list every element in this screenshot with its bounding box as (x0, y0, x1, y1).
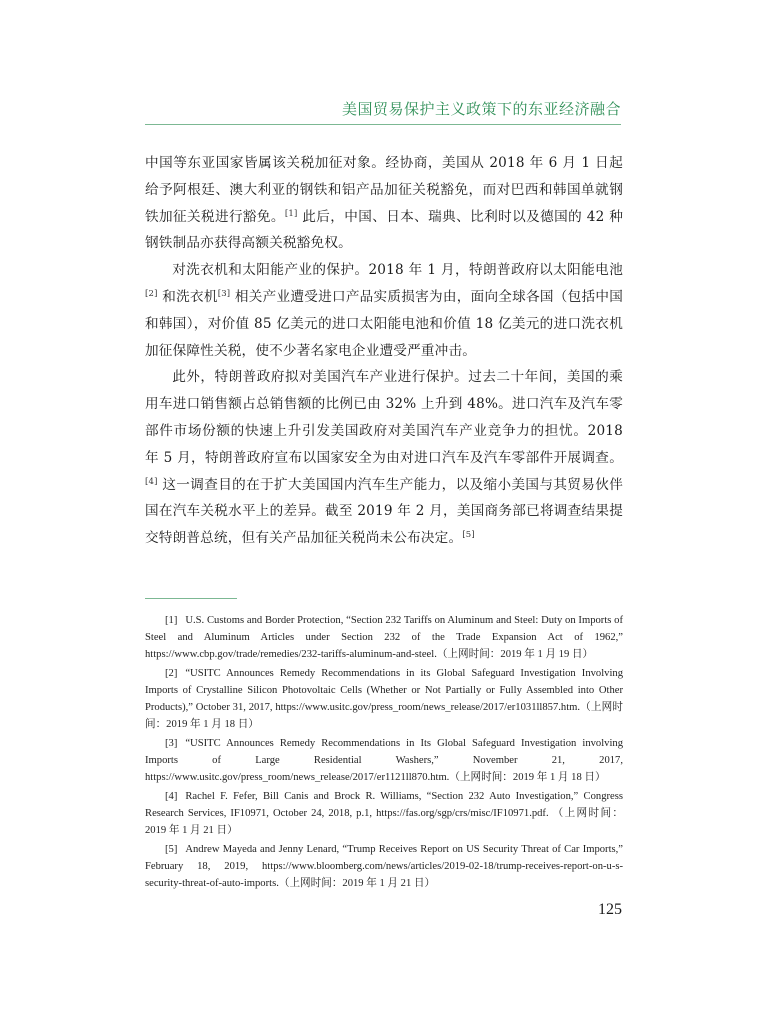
footnote-1-number: [1] (165, 615, 178, 626)
paragraph-3-text-b: 这一调查目的在于扩大美国国内汽车生产能力，以及缩小美国与其贸易伙伴国在汽车关税水平上的差异。截至 2019 年 2 月，美国商务部已将调查结果提交特朗普总统，但有关产品加征关税尚未公布决定。 (145, 476, 623, 547)
footnote-2-number: [2] (165, 668, 178, 679)
footnote-4 (145, 788, 623, 839)
footnote-ref-4[interactable]: [4] (145, 476, 158, 487)
footnote-divider (145, 598, 237, 599)
footnote-5 (145, 841, 623, 892)
main-body (145, 150, 623, 552)
footnotes-section (145, 612, 623, 894)
footnote-4-number: [4] (165, 791, 178, 802)
paragraph-2-text-c: 相关产业遭受进口产品实质损害为由，面向全球各国（包括中国和韩国），对价值 85 亿美元的进口太阳能电池和价值 18 亿美元的进口洗衣机加征保障性关税，使不少著名家电企业遭受严重冲击。 (145, 288, 623, 359)
paragraph-1-text-b: 此后，中国、日本、瑞典、比利时以及德国的 42 种钢铁制品亦获得高额关税豁免权。 (145, 208, 623, 252)
footnote-3 (145, 735, 623, 786)
paragraph-1-text-a: 中国等东亚国家皆属该关税加征对象。经协商，美国从 2018 年 6 月 1 日起给予阿根廷、澳大利亚的钢铁和铝产品加征关税豁免，而对巴西和韩国单就钢铁加征关税进行豁免。 (145, 155, 623, 225)
paragraph-2-text-b: 和洗衣机 (157, 288, 218, 305)
paragraph-1 (145, 150, 623, 257)
footnote-ref-1[interactable]: [1] (284, 208, 298, 219)
footnote-5-number: [5] (165, 844, 178, 855)
footnote-4-text: Rachel F. Fefer, Bill Canis and Brock R. Williams, “Section 232 Auto Investigation,” Congress Research Services, IF10971, October 24, 2018, p.1, https://fas.org/sgp/crs/misc/IF10971.pdf. （上网时间：2019 年 1 月 21 日） (145, 791, 623, 836)
paragraph-3 (145, 364, 623, 552)
paragraph-2-text-a: 对洗衣机和太阳能产业的保护。2018 年 1 月，特朗普政府以太阳能电池 (172, 262, 623, 279)
footnote-1 (145, 612, 623, 663)
footnote-2 (145, 665, 623, 733)
footnote-ref-2[interactable]: [2] (145, 288, 158, 299)
paragraph-2 (145, 257, 623, 364)
page-number: 125 (598, 901, 622, 918)
footnote-3-text: “USITC Announces Remedy Recommendations in Its Global Safeguard Investigation involving Imports of Large Residential Washers,” November 21, 2017, https://www.usitc.gov/press_room/news_release/2017/er1121ll870.htm.（上网时间：2019 年 1 月 18 日） (145, 738, 623, 783)
footnote-ref-5[interactable]: [5] (462, 530, 475, 541)
paragraph-3-text-a: 此外，特朗普政府拟对美国汽车产业进行保护。过去二十年间，美国的乘用车进口销售额占总销售额的比例已由 32% 上升到 48%。进口汽车及汽车零部件市场份额的快速上升引发美国政府对美国汽车产业竞争力的担忧。2018 年 5 月，特朗普政府宣布以国家安全为由对进口汽车及汽车零部件开展调查。 (145, 369, 623, 466)
footnote-5-text: Andrew Mayeda and Jenny Lenard, “Trump Receives Report on US Security Threat of Car Imports,” February 18, 2019, https://www.bloomberg.com/news/articles/2019-02-18/trump-receives-report-on-u-s-security-threat-of-auto-imports.（上网时间：2019 年 1 月 21 日） (145, 844, 623, 889)
footnote-ref-3[interactable]: [3] (217, 288, 231, 299)
header-divider (145, 124, 621, 125)
footnote-2-text: “USITC Announces Remedy Recommendations in its Global Safeguard Investigation Involving Imports of Crystalline Silicon Photovoltaic Cells (Whether or Not Partially or Fully Assembled into Other Products),” October 31, 2017, https://www.usitc.gov/press_room/news_release/2017/er1031ll857.htm.（上网时间：2019 年 1 月 18 日） (145, 668, 623, 730)
running-header-title: 美国贸易保护主义政策下的东亚经济融合 (341, 100, 621, 118)
footnote-1-text: U.S. Customs and Border Protection, “Section 232 Tariffs on Aluminum and Steel: Duty on Imports of Steel and Aluminum Articles under Section 232 of the Trade Expansion Act of 1962,” https://www.cbp.gov/trade/remedies/232-tariffs-aluminum-and-steel.（上网时间：2019 年 1 月 19 日） (145, 615, 623, 660)
footnote-3-number: [3] (165, 738, 178, 749)
